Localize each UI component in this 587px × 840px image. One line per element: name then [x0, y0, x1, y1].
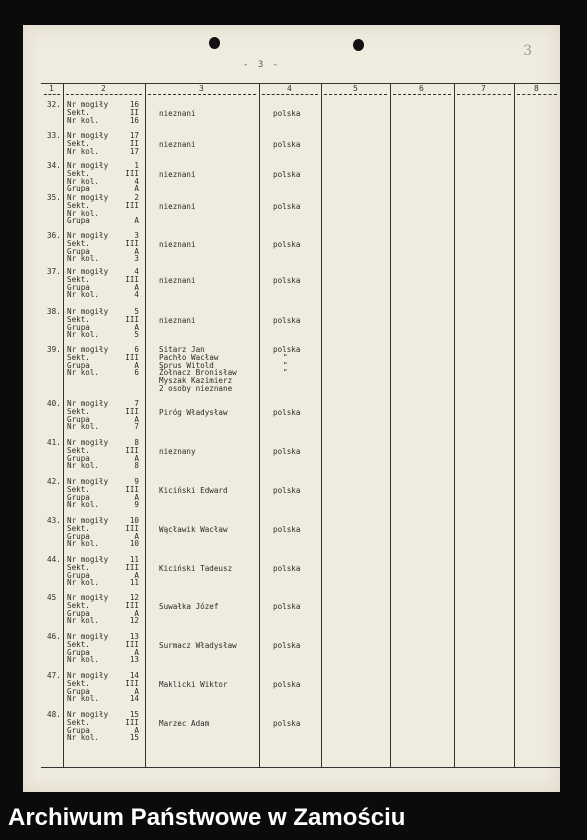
grave-field-label: Nr kol. — [67, 290, 100, 300]
grave-field-label: Grupa — [67, 282, 90, 292]
column-number: 7 — [481, 84, 486, 93]
column-divider — [145, 84, 146, 767]
buried-name: nieznani — [159, 240, 196, 249]
nationality-value: polska — [273, 486, 301, 495]
row-number: 41. — [47, 438, 61, 447]
row-number: 37. — [47, 267, 61, 276]
grave-field-value: 4 — [134, 176, 139, 186]
grave-field-value: 10 — [129, 516, 139, 525]
grave-field-value: 9 — [134, 477, 139, 486]
nationality-value: polska — [273, 564, 301, 573]
grave-location — [67, 478, 139, 509]
grave-field-label: Nr mogiły — [67, 345, 109, 354]
nationality-value: polska — [273, 170, 301, 179]
nationality-value: polska — [273, 719, 301, 728]
grave-field-value: 11 — [129, 578, 139, 588]
grave-field-label: Grupa — [67, 246, 90, 256]
header-underline — [44, 94, 60, 95]
grave-field-value: 15 — [129, 733, 139, 743]
grave-location — [67, 346, 139, 377]
buried-names — [159, 277, 269, 285]
grave-location — [67, 101, 139, 124]
buried-name: Piróg Władysław — [159, 408, 228, 417]
buried-names — [159, 141, 269, 149]
grave-field-label: Nr mogiły — [67, 438, 109, 447]
header-underline — [517, 94, 557, 95]
grave-field-value: III — [125, 562, 139, 572]
grave-field-label: Nr kol. — [67, 368, 100, 378]
buried-name: nieznani — [159, 316, 196, 325]
grave-location — [67, 439, 139, 470]
grave-field-label: Sekt. — [67, 352, 90, 362]
nationality-value: polska — [273, 447, 301, 456]
row-number: 45 — [47, 593, 57, 602]
column-divider — [259, 84, 260, 767]
nationality-value: polska — [273, 109, 301, 118]
grave-field-value: 1 — [134, 161, 139, 170]
grave-field-value: A — [134, 282, 139, 292]
grave-field-label: Nr kol. — [67, 208, 100, 218]
nationality — [273, 487, 323, 495]
grave-field-label: Nr kol. — [67, 694, 100, 704]
grave-field-value: 8 — [134, 461, 139, 471]
grave-field-label: Grupa — [67, 647, 90, 657]
grave-location — [67, 711, 139, 742]
grave-field-label: Nr kol. — [67, 616, 100, 626]
grave-field-value: 3 — [134, 254, 139, 264]
row-number: 47. — [47, 671, 61, 680]
buried-name: Sitarz Jan — [159, 345, 205, 354]
grave-field-label: Nr mogiły — [67, 267, 109, 276]
column-number: 5 — [353, 84, 358, 93]
grave-field-label: Sekt. — [67, 600, 90, 610]
buried-name: Suwałka Józef — [159, 602, 219, 611]
buried-name: 2 osoby nieznane — [159, 383, 233, 393]
grave-field-label: Grupa — [67, 216, 90, 226]
grave-field-label: Sekt. — [67, 445, 90, 455]
grave-field-value: A — [134, 570, 139, 580]
row-number: 35. — [47, 193, 61, 202]
grave-location — [67, 517, 139, 548]
burial-register-table — [41, 83, 560, 768]
nationality-value: " — [283, 368, 288, 378]
grave-field-label: Nr kol. — [67, 539, 100, 549]
grave-field-value: III — [125, 168, 139, 178]
grave-field-value: 13 — [129, 655, 139, 665]
nationality — [273, 409, 323, 417]
grave-field-value: A — [134, 453, 139, 463]
buried-names — [159, 448, 269, 456]
nationality-value: polska — [273, 680, 301, 689]
grave-location — [67, 594, 139, 625]
buried-name: Kiciński Tadeusz — [159, 564, 233, 573]
nationality — [273, 526, 323, 534]
grave-location — [67, 232, 139, 263]
grave-field-value: III — [125, 200, 139, 210]
grave-location — [67, 268, 139, 299]
column-number: 6 — [419, 84, 424, 93]
grave-field-value: 15 — [129, 710, 139, 719]
nationality — [273, 317, 323, 325]
grave-field-label: Nr kol. — [67, 578, 100, 588]
grave-field-value: III — [125, 678, 139, 688]
grave-field-value: A — [134, 686, 139, 696]
grave-field-label: Nr mogiły — [67, 231, 109, 240]
grave-location — [67, 672, 139, 703]
header-underline — [66, 94, 142, 95]
grave-field-value: A — [134, 246, 139, 256]
grave-field-value: A — [134, 322, 139, 332]
grave-field-label: Grupa — [67, 453, 90, 463]
row-number: 34. — [47, 161, 61, 170]
column-number: 1 — [49, 84, 54, 93]
grave-field-label: Nr mogiły — [67, 671, 109, 680]
grave-field-value: 7 — [134, 399, 139, 408]
nationality-value: polska — [273, 525, 301, 534]
grave-field-label: Nr mogiły — [67, 477, 109, 486]
nationality — [273, 203, 323, 211]
nationality — [273, 171, 323, 179]
nationality-value: polska — [273, 345, 301, 354]
grave-field-value: 10 — [129, 539, 139, 549]
grave-field-value: III — [125, 717, 139, 727]
grave-field-value: III — [125, 314, 139, 324]
archive-footer — [0, 794, 587, 840]
grave-field-value: 7 — [134, 422, 139, 432]
grave-field-value: 5 — [134, 330, 139, 340]
grave-field-value: III — [125, 600, 139, 610]
grave-field-value: II — [129, 107, 139, 117]
grave-field-label: Sekt. — [67, 523, 90, 533]
buried-name: nieznani — [159, 109, 196, 118]
header-underline — [457, 94, 511, 95]
grave-field-value: A — [134, 647, 139, 657]
grave-field-value: 5 — [134, 307, 139, 316]
buried-names — [159, 317, 269, 325]
nationality-value: polska — [273, 276, 301, 285]
document-sheet — [23, 25, 560, 792]
grave-field-value: III — [125, 523, 139, 533]
buried-names — [159, 171, 269, 179]
grave-field-value: 14 — [129, 694, 139, 704]
grave-field-value: A — [134, 414, 139, 424]
grave-field-label: Sekt. — [67, 138, 90, 148]
grave-field-label: Nr mogiły — [67, 131, 109, 140]
buried-names — [159, 603, 269, 611]
grave-field-value: 17 — [129, 131, 139, 140]
grave-location — [67, 308, 139, 339]
buried-name: Maklicki Wiktor — [159, 680, 228, 689]
grave-field-value: A — [134, 360, 139, 370]
grave-field-label: Nr kol. — [67, 330, 100, 340]
nationality-value: " — [283, 352, 288, 362]
buried-name: Surmacz Władysław — [159, 641, 237, 650]
grave-field-label: Grupa — [67, 492, 90, 502]
buried-name: nieznany — [159, 447, 196, 456]
grave-field-label: Sekt. — [67, 200, 90, 210]
nationality — [273, 642, 323, 650]
nationality — [273, 448, 323, 456]
grave-field-value: 3 — [134, 231, 139, 240]
grave-field-label: Nr kol. — [67, 461, 100, 471]
punch-hole — [353, 39, 364, 51]
grave-field-value: III — [125, 445, 139, 455]
grave-field-value: A — [134, 216, 139, 226]
grave-field-label: Sekt. — [67, 406, 90, 416]
grave-field-label: Grupa — [67, 725, 90, 735]
buried-name: nieznani — [159, 140, 196, 149]
nationality-value: polska — [273, 202, 301, 211]
grave-field-label: Sekt. — [67, 484, 90, 494]
grave-field-label: Grupa — [67, 360, 90, 370]
nationality — [273, 565, 323, 573]
grave-field-label: Sekt. — [67, 678, 90, 688]
grave-field-value: 13 — [129, 632, 139, 641]
row-number: 38. — [47, 307, 61, 316]
nationality-value: polska — [273, 408, 301, 417]
buried-names — [159, 346, 269, 393]
buried-names — [159, 565, 269, 573]
grave-field-value: 11 — [129, 555, 139, 564]
buried-names — [159, 642, 269, 650]
grave-field-label: Nr mogiły — [67, 307, 109, 316]
grave-field-label: Nr kol. — [67, 422, 100, 432]
grave-field-value: 9 — [134, 500, 139, 510]
grave-location — [67, 400, 139, 431]
nationality — [273, 346, 323, 377]
grave-field-value: 8 — [134, 438, 139, 447]
pencil-page-mark: 3 — [523, 43, 532, 59]
column-divider — [454, 84, 455, 767]
column-number: 8 — [534, 84, 539, 93]
grave-location — [67, 162, 139, 193]
buried-name: nieznani — [159, 170, 196, 179]
grave-field-label: Grupa — [67, 184, 90, 194]
column-divider — [390, 84, 391, 767]
grave-field-label: Grupa — [67, 414, 90, 424]
grave-field-value: A — [134, 725, 139, 735]
grave-field-value: III — [125, 406, 139, 416]
row-number: 36. — [47, 231, 61, 240]
row-number: 44. — [47, 555, 61, 564]
nationality — [273, 277, 323, 285]
grave-field-label: Grupa — [67, 686, 90, 696]
buried-names — [159, 526, 269, 534]
grave-field-label: Sekt. — [67, 238, 90, 248]
nationality-value: polska — [273, 240, 301, 249]
header-underline — [262, 94, 318, 95]
grave-field-value: A — [134, 184, 139, 194]
grave-field-label: Sekt. — [67, 168, 90, 178]
grave-field-label: Grupa — [67, 608, 90, 618]
grave-field-value: 17 — [129, 146, 139, 156]
archive-name: Archiwum Państwowe w Zamościu — [8, 804, 406, 831]
buried-names — [159, 409, 269, 417]
grave-field-value: A — [134, 492, 139, 502]
buried-names — [159, 110, 269, 118]
buried-name: nieznani — [159, 276, 196, 285]
grave-field-value: III — [125, 639, 139, 649]
nationality-value: polska — [273, 602, 301, 611]
grave-field-value: III — [125, 238, 139, 248]
grave-field-label: Sekt. — [67, 107, 90, 117]
header-underline — [324, 94, 387, 95]
grave-field-value: 16 — [129, 115, 139, 125]
grave-location — [67, 633, 139, 664]
grave-field-value: III — [125, 484, 139, 494]
row-number: 43. — [47, 516, 61, 525]
column-divider — [321, 84, 322, 767]
buried-name: Sprus Witold — [159, 360, 214, 370]
page-number: - 3 - — [243, 60, 281, 70]
grave-field-value: 4 — [134, 290, 139, 300]
grave-field-value: 6 — [134, 345, 139, 354]
nationality — [273, 681, 323, 689]
grave-field-label: Grupa — [67, 322, 90, 332]
grave-location — [67, 132, 139, 155]
grave-field-value: 14 — [129, 671, 139, 680]
nationality — [273, 241, 323, 249]
buried-names — [159, 487, 269, 495]
buried-name: Kiciński Edward — [159, 486, 228, 495]
buried-names — [159, 241, 269, 249]
grave-field-label: Nr kol. — [67, 655, 100, 665]
nationality — [273, 110, 323, 118]
grave-field-label: Sekt. — [67, 562, 90, 572]
grave-field-label: Sekt. — [67, 314, 90, 324]
buried-name: Żołnacz Bronisław — [159, 368, 237, 378]
buried-name: Pachło Wacław — [159, 352, 219, 362]
grave-field-label: Nr mogiły — [67, 193, 109, 202]
buried-names — [159, 681, 269, 689]
grave-field-label: Nr mogiły — [67, 710, 109, 719]
buried-name: Wącławik Wacław — [159, 525, 228, 534]
grave-field-label: Nr mogiły — [67, 555, 109, 564]
buried-name: Myszak Kazimierz — [159, 376, 233, 386]
grave-field-value: 16 — [129, 100, 139, 109]
nationality — [273, 720, 323, 728]
grave-field-value: 12 — [129, 616, 139, 626]
row-number: 32. — [47, 100, 61, 109]
column-divider — [63, 84, 64, 767]
column-number: 3 — [199, 84, 204, 93]
grave-field-value: II — [129, 138, 139, 148]
grave-field-value: A — [134, 608, 139, 618]
buried-name: Marzec Adam — [159, 719, 210, 728]
row-number: 33. — [47, 131, 61, 140]
column-number: 2 — [101, 84, 106, 93]
grave-field-label: Nr kol. — [67, 115, 100, 125]
grave-field-value: A — [134, 531, 139, 541]
row-number: 48. — [47, 710, 61, 719]
grave-field-value: 4 — [134, 267, 139, 276]
buried-name: nieznani — [159, 202, 196, 211]
grave-location — [67, 194, 139, 225]
buried-names — [159, 720, 269, 728]
grave-field-label: Nr kol. — [67, 146, 100, 156]
nationality-value: polska — [273, 316, 301, 325]
nationality-value: polska — [273, 641, 301, 650]
grave-field-label: Nr kol. — [67, 733, 100, 743]
nationality-value: polska — [273, 140, 301, 149]
grave-field-label: Nr kol. — [67, 176, 100, 186]
header-underline — [393, 94, 451, 95]
grave-field-label: Sekt. — [67, 717, 90, 727]
grave-field-label: Grupa — [67, 531, 90, 541]
header-underline — [148, 94, 256, 95]
grave-field-label: Grupa — [67, 570, 90, 580]
grave-location — [67, 556, 139, 587]
row-number: 42. — [47, 477, 61, 486]
row-number: 46. — [47, 632, 61, 641]
grave-field-value: 12 — [129, 593, 139, 602]
grave-field-label: Sekt. — [67, 274, 90, 284]
grave-field-value: 6 — [134, 368, 139, 378]
grave-field-label: Nr mogiły — [67, 516, 109, 525]
row-number: 39. — [47, 345, 61, 354]
grave-field-value: III — [125, 352, 139, 362]
buried-names — [159, 203, 269, 211]
grave-field-label: Nr mogiły — [67, 100, 109, 109]
grave-field-value: III — [125, 274, 139, 284]
grave-field-label: Nr mogiły — [67, 399, 109, 408]
grave-field-label: Nr kol. — [67, 500, 100, 510]
grave-field-label: Nr mogiły — [67, 161, 109, 170]
row-number: 40. — [47, 399, 61, 408]
nationality — [273, 603, 323, 611]
grave-field-label: Sekt. — [67, 639, 90, 649]
punch-hole — [209, 37, 220, 49]
grave-field-label: Nr mogiły — [67, 632, 109, 641]
column-number: 4 — [287, 84, 292, 93]
grave-field-label: Nr kol. — [67, 254, 100, 264]
nationality-value: " — [283, 360, 288, 370]
nationality — [273, 141, 323, 149]
grave-field-label: Nr mogiły — [67, 593, 109, 602]
grave-field-value: 2 — [134, 193, 139, 202]
column-divider — [514, 84, 515, 767]
